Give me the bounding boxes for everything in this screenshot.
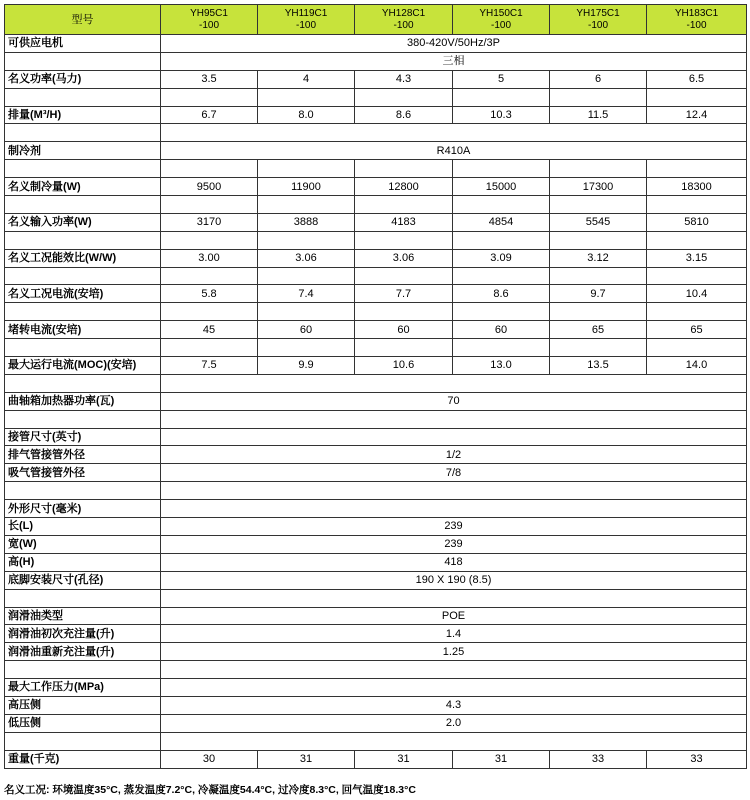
spacer-row [5, 661, 747, 679]
spacer-cell [5, 589, 161, 607]
spacer-cell [5, 267, 161, 285]
spec-value: 60 [453, 321, 550, 339]
spec-shared-value: 1.4 [161, 625, 747, 643]
spacer-cell [161, 732, 747, 750]
spec-value: 4183 [355, 213, 453, 231]
spec-row [5, 643, 747, 661]
spec-value: 8.6 [453, 285, 550, 303]
spec-value: 15000 [453, 178, 550, 196]
spacer-cell [355, 160, 453, 178]
spacer-cell [161, 196, 258, 214]
spec-label: 低压侧 [5, 714, 161, 732]
spacer-cell [5, 231, 161, 249]
spec-value: 7.7 [355, 285, 453, 303]
spec-value: 3.15 [647, 249, 747, 267]
spec-value: 3.00 [161, 249, 258, 267]
spec-label: 高(H) [5, 553, 161, 571]
spec-shared-value [161, 679, 747, 697]
spec-value: 9.7 [550, 285, 647, 303]
spec-value: 17300 [550, 178, 647, 196]
spec-value: 3.06 [258, 249, 355, 267]
spec-value: 31 [258, 750, 355, 768]
spacer-cell [5, 339, 161, 357]
spacer-row [5, 231, 747, 249]
spec-label: 曲轴箱加热器功率(瓦) [5, 392, 161, 410]
spec-value: 13.0 [453, 357, 550, 375]
spec-label: 重量(千克) [5, 750, 161, 768]
spec-shared-value: 70 [161, 392, 747, 410]
spacer-cell [5, 374, 161, 392]
spec-row [5, 35, 747, 53]
model-header: YH150C1 -100 [453, 5, 550, 35]
spec-label: 名义制冷量(W) [5, 178, 161, 196]
spec-shared-value: 418 [161, 553, 747, 571]
spacer-cell [5, 196, 161, 214]
spec-label: 底脚安装尺寸(孔径) [5, 571, 161, 589]
spacer-cell [5, 303, 161, 321]
spec-label: 润滑油类型 [5, 607, 161, 625]
model-label-header: 型号 [5, 5, 161, 35]
spacer-cell [453, 88, 550, 106]
spec-value: 6.5 [647, 70, 747, 88]
spec-label: 名义工况能效比(W/W) [5, 249, 161, 267]
spec-shared-value [161, 500, 747, 518]
spacer-cell [161, 661, 747, 679]
spec-shared-value: 190 X 190 (8.5) [161, 571, 747, 589]
spec-value: 9.9 [258, 357, 355, 375]
model-header: YH95C1 -100 [161, 5, 258, 35]
spec-value: 8.0 [258, 106, 355, 124]
spacer-cell [355, 231, 453, 249]
spec-row [5, 357, 747, 375]
spacer-cell [355, 339, 453, 357]
spec-row [5, 500, 747, 518]
spec-value: 5 [453, 70, 550, 88]
spec-row [5, 679, 747, 697]
spec-value: 65 [550, 321, 647, 339]
spec-value: 3888 [258, 213, 355, 231]
spec-row [5, 428, 747, 446]
spec-value: 31 [453, 750, 550, 768]
spec-shared-value [161, 428, 747, 446]
spacer-row [5, 303, 747, 321]
spec-value: 6.7 [161, 106, 258, 124]
spec-row [5, 518, 747, 536]
model-header: YH175C1 -100 [550, 5, 647, 35]
spacer-cell [258, 303, 355, 321]
spacer-cell [453, 339, 550, 357]
spec-value: 10.6 [355, 357, 453, 375]
spacer-cell [5, 124, 161, 142]
spec-row [5, 553, 747, 571]
spec-shared-value: POE [161, 607, 747, 625]
spacer-cell [647, 339, 747, 357]
spec-value: 3.12 [550, 249, 647, 267]
spacer-cell [647, 267, 747, 285]
spec-label: 最大工作压力(MPa) [5, 679, 161, 697]
spec-label: 高压侧 [5, 696, 161, 714]
spacer-row [5, 589, 747, 607]
spec-shared-value: 2.0 [161, 714, 747, 732]
spec-value: 30 [161, 750, 258, 768]
spec-row [5, 571, 747, 589]
spacer-cell [161, 482, 747, 500]
spec-row [5, 464, 747, 482]
spacer-cell [5, 160, 161, 178]
spec-label: 可供应电机 [5, 35, 161, 53]
spacer-cell [5, 482, 161, 500]
spec-label: 宽(W) [5, 535, 161, 553]
spec-shared-value: 239 [161, 518, 747, 536]
spacer-cell [161, 231, 258, 249]
spec-value: 3.5 [161, 70, 258, 88]
spacer-cell [355, 196, 453, 214]
spec-value: 33 [647, 750, 747, 768]
spacer-cell [258, 339, 355, 357]
spec-value: 9500 [161, 178, 258, 196]
spacer-cell [161, 339, 258, 357]
spec-table [4, 4, 747, 769]
spec-value: 12.4 [647, 106, 747, 124]
spec-row [5, 249, 747, 267]
spacer-cell [355, 303, 453, 321]
footnote: 名义工况: 环境温度35°C, 蒸发温度7.2°C, 冷凝温度54.4°C, 过冷度8.3°C, 回气温度18.3°C [4, 784, 416, 796]
spec-label [5, 52, 161, 70]
spec-label: 名义功率(马力) [5, 70, 161, 88]
spec-row [5, 535, 747, 553]
spec-row [5, 392, 747, 410]
spacer-cell [258, 231, 355, 249]
spec-value: 6 [550, 70, 647, 88]
spacer-row [5, 374, 747, 392]
spacer-cell [161, 160, 258, 178]
spacer-row [5, 482, 747, 500]
spec-label: 制冷剂 [5, 142, 161, 160]
spacer-cell [647, 160, 747, 178]
spacer-cell [161, 303, 258, 321]
spacer-cell [453, 303, 550, 321]
spec-row [5, 625, 747, 643]
spec-value: 31 [355, 750, 453, 768]
spec-label: 吸气管接管外径 [5, 464, 161, 482]
spec-row [5, 607, 747, 625]
spec-shared-value: 1/2 [161, 446, 747, 464]
spec-row [5, 696, 747, 714]
spec-value: 3170 [161, 213, 258, 231]
spec-label: 接管尺寸(英寸) [5, 428, 161, 446]
spacer-cell [161, 589, 747, 607]
spacer-row [5, 732, 747, 750]
spec-label: 堵转电流(安培) [5, 321, 161, 339]
spec-shared-value: 1.25 [161, 643, 747, 661]
spec-label: 名义输入功率(W) [5, 213, 161, 231]
spec-row [5, 106, 747, 124]
spacer-cell [550, 303, 647, 321]
spec-value: 60 [355, 321, 453, 339]
spec-value: 33 [550, 750, 647, 768]
spec-row [5, 714, 747, 732]
spacer-cell [550, 231, 647, 249]
spec-shared-value: 三相 [161, 52, 747, 70]
model-header: YH183C1 -100 [647, 5, 747, 35]
spacer-cell [550, 339, 647, 357]
spec-label: 最大运行电流(MOC)(安培) [5, 357, 161, 375]
spec-value: 5810 [647, 213, 747, 231]
spacer-cell [355, 267, 453, 285]
spacer-cell [550, 160, 647, 178]
spacer-row [5, 196, 747, 214]
spec-value: 5.8 [161, 285, 258, 303]
spacer-cell [355, 88, 453, 106]
spec-label: 润滑油初次充注量(升) [5, 625, 161, 643]
spacer-cell [550, 88, 647, 106]
model-header: YH128C1 -100 [355, 5, 453, 35]
spec-value: 4854 [453, 213, 550, 231]
spacer-cell [453, 196, 550, 214]
spacer-row [5, 124, 747, 142]
spec-value: 18300 [647, 178, 747, 196]
spec-shared-value: 239 [161, 535, 747, 553]
spec-value: 11900 [258, 178, 355, 196]
spacer-cell [161, 374, 747, 392]
spacer-cell [161, 410, 747, 428]
spec-label: 排气管接管外径 [5, 446, 161, 464]
spacer-cell [647, 88, 747, 106]
spacer-row [5, 339, 747, 357]
spacer-cell [550, 267, 647, 285]
spacer-cell [5, 732, 161, 750]
spacer-cell [5, 661, 161, 679]
spec-value: 10.4 [647, 285, 747, 303]
spec-row [5, 750, 747, 768]
spec-label: 润滑油重新充注量(升) [5, 643, 161, 661]
spacer-cell [161, 124, 747, 142]
spacer-cell [647, 231, 747, 249]
model-header: YH119C1 -100 [258, 5, 355, 35]
spacer-cell [161, 267, 258, 285]
spec-row [5, 52, 747, 70]
spec-value: 45 [161, 321, 258, 339]
spec-value: 7.5 [161, 357, 258, 375]
spacer-row [5, 410, 747, 428]
spec-value: 3.06 [355, 249, 453, 267]
spec-label: 外形尺寸(毫米) [5, 500, 161, 518]
spec-shared-value: R410A [161, 142, 747, 160]
spacer-cell [258, 160, 355, 178]
spacer-cell [258, 88, 355, 106]
spec-label: 名义工况电流(安培) [5, 285, 161, 303]
spec-value: 12800 [355, 178, 453, 196]
spec-row [5, 321, 747, 339]
spec-row [5, 178, 747, 196]
spacer-row [5, 160, 747, 178]
spec-value: 4.3 [355, 70, 453, 88]
spacer-row [5, 88, 747, 106]
spec-row [5, 213, 747, 231]
spec-shared-value: 380-420V/50Hz/3P [161, 35, 747, 53]
spec-row [5, 285, 747, 303]
spacer-cell [453, 267, 550, 285]
spec-row [5, 70, 747, 88]
spec-value: 3.09 [453, 249, 550, 267]
spacer-cell [550, 196, 647, 214]
spec-shared-value: 4.3 [161, 696, 747, 714]
spec-row [5, 446, 747, 464]
spacer-cell [5, 88, 161, 106]
spec-body [5, 35, 747, 769]
spacer-cell [5, 410, 161, 428]
spacer-cell [258, 267, 355, 285]
spacer-cell [161, 88, 258, 106]
spec-value: 11.5 [550, 106, 647, 124]
spacer-cell [647, 303, 747, 321]
spec-label: 长(L) [5, 518, 161, 536]
spec-value: 5545 [550, 213, 647, 231]
spec-value: 65 [647, 321, 747, 339]
spec-value: 7.4 [258, 285, 355, 303]
spec-row [5, 142, 747, 160]
spec-value: 13.5 [550, 357, 647, 375]
spec-value: 60 [258, 321, 355, 339]
spec-value: 14.0 [647, 357, 747, 375]
spacer-row [5, 267, 747, 285]
header-row [5, 5, 747, 35]
spec-value: 4 [258, 70, 355, 88]
spacer-cell [647, 196, 747, 214]
spec-shared-value: 7/8 [161, 464, 747, 482]
spacer-cell [258, 196, 355, 214]
spec-value: 8.6 [355, 106, 453, 124]
spacer-cell [453, 160, 550, 178]
spacer-cell [453, 231, 550, 249]
spec-label: 排量(M³/H) [5, 106, 161, 124]
spec-value: 10.3 [453, 106, 550, 124]
